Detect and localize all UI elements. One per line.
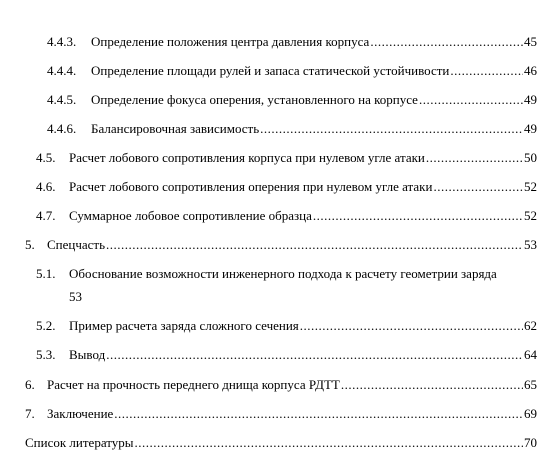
toc-entry-title: Обоснование возможности инженерного подхода к расчету геометрии заряда bbox=[69, 266, 497, 281]
toc-entry-number: 4.4.4. bbox=[47, 63, 77, 78]
toc-entry-number: 4.4.5. bbox=[47, 92, 77, 107]
toc-entry-title: Расчет лобового сопротивления оперения при нулевом угле атаки bbox=[69, 179, 433, 194]
toc-entry-page: 64 bbox=[524, 347, 537, 362]
toc-entry-page: 49 bbox=[524, 121, 537, 136]
toc-entry-number: 4.4.6. bbox=[47, 121, 77, 136]
toc-entry-title: Определение площади рулей и запаса статической устойчивости bbox=[91, 63, 450, 78]
toc-entry-title: Расчет на прочность переднего днища корпуса РДТТ bbox=[47, 377, 340, 392]
toc-dot-leader bbox=[450, 63, 523, 79]
toc-entry-page: 62 bbox=[524, 318, 537, 333]
toc-entry-number: 4.4.3. bbox=[47, 34, 77, 49]
toc-entry-number: 4.6. bbox=[36, 179, 56, 194]
toc-entry-number: 5.1. bbox=[36, 266, 56, 281]
toc-entry-number: 5.2. bbox=[36, 318, 56, 333]
toc-dot-leader bbox=[135, 435, 524, 451]
toc-entry-page: 49 bbox=[524, 92, 537, 107]
toc-entry-title: Заключение bbox=[47, 406, 114, 421]
toc-entry-number: 6. bbox=[25, 377, 35, 392]
toc-dot-leader bbox=[260, 121, 523, 137]
toc-entry-number: 5. bbox=[25, 237, 35, 252]
toc-entry-page: 53 bbox=[69, 289, 82, 304]
toc-dot-leader bbox=[313, 208, 523, 224]
toc-entry-number: 4.7. bbox=[36, 208, 56, 223]
toc-entry-page: 65 bbox=[524, 377, 537, 392]
toc-entry-title: Спецчасть bbox=[47, 237, 106, 252]
toc-dot-leader bbox=[106, 347, 523, 363]
toc-entry-title: Расчет лобового сопротивления корпуса при нулевом угле атаки bbox=[69, 150, 425, 165]
toc-entry-page: 52 bbox=[524, 179, 537, 194]
toc-dot-leader bbox=[426, 150, 523, 166]
toc-entry-title: Пример расчета заряда сложного сечения bbox=[69, 318, 299, 333]
toc-dot-leader bbox=[419, 92, 523, 108]
toc-entry-5-1[interactable] bbox=[36, 266, 537, 306]
toc-entry-number: 7. bbox=[25, 406, 35, 421]
toc-entry-number: 4.5. bbox=[36, 150, 56, 165]
toc-entry-title: Определение фокуса оперения, установленного на корпусе bbox=[91, 92, 418, 107]
toc-entry-page: 70 bbox=[524, 435, 537, 450]
toc-entry-page: 53 bbox=[524, 237, 537, 252]
toc-entry-page: 50 bbox=[524, 150, 537, 165]
toc-dot-leader bbox=[341, 377, 523, 393]
toc-dot-leader bbox=[106, 237, 523, 253]
toc-entry-page: 45 bbox=[524, 34, 537, 49]
toc-entry-page: 52 bbox=[524, 208, 537, 223]
toc-entry-title: Определение положения центра давления корпуса bbox=[91, 34, 370, 49]
toc-dot-leader bbox=[370, 34, 523, 50]
toc-entry-number: 5.3. bbox=[36, 347, 56, 362]
toc-entry-title: Вывод bbox=[69, 347, 106, 362]
toc-entry-page: 69 bbox=[524, 406, 537, 421]
toc-dot-leader bbox=[300, 318, 523, 334]
toc-entry-title: Балансировочная зависимость bbox=[91, 121, 260, 136]
toc-dot-leader bbox=[433, 179, 523, 195]
toc-entry-title: Суммарное лобовое сопротивление образца bbox=[69, 208, 312, 223]
toc-entry-title: Список литературы bbox=[25, 435, 134, 450]
toc-entry-page: 46 bbox=[524, 63, 537, 78]
toc-dot-leader bbox=[114, 406, 523, 422]
